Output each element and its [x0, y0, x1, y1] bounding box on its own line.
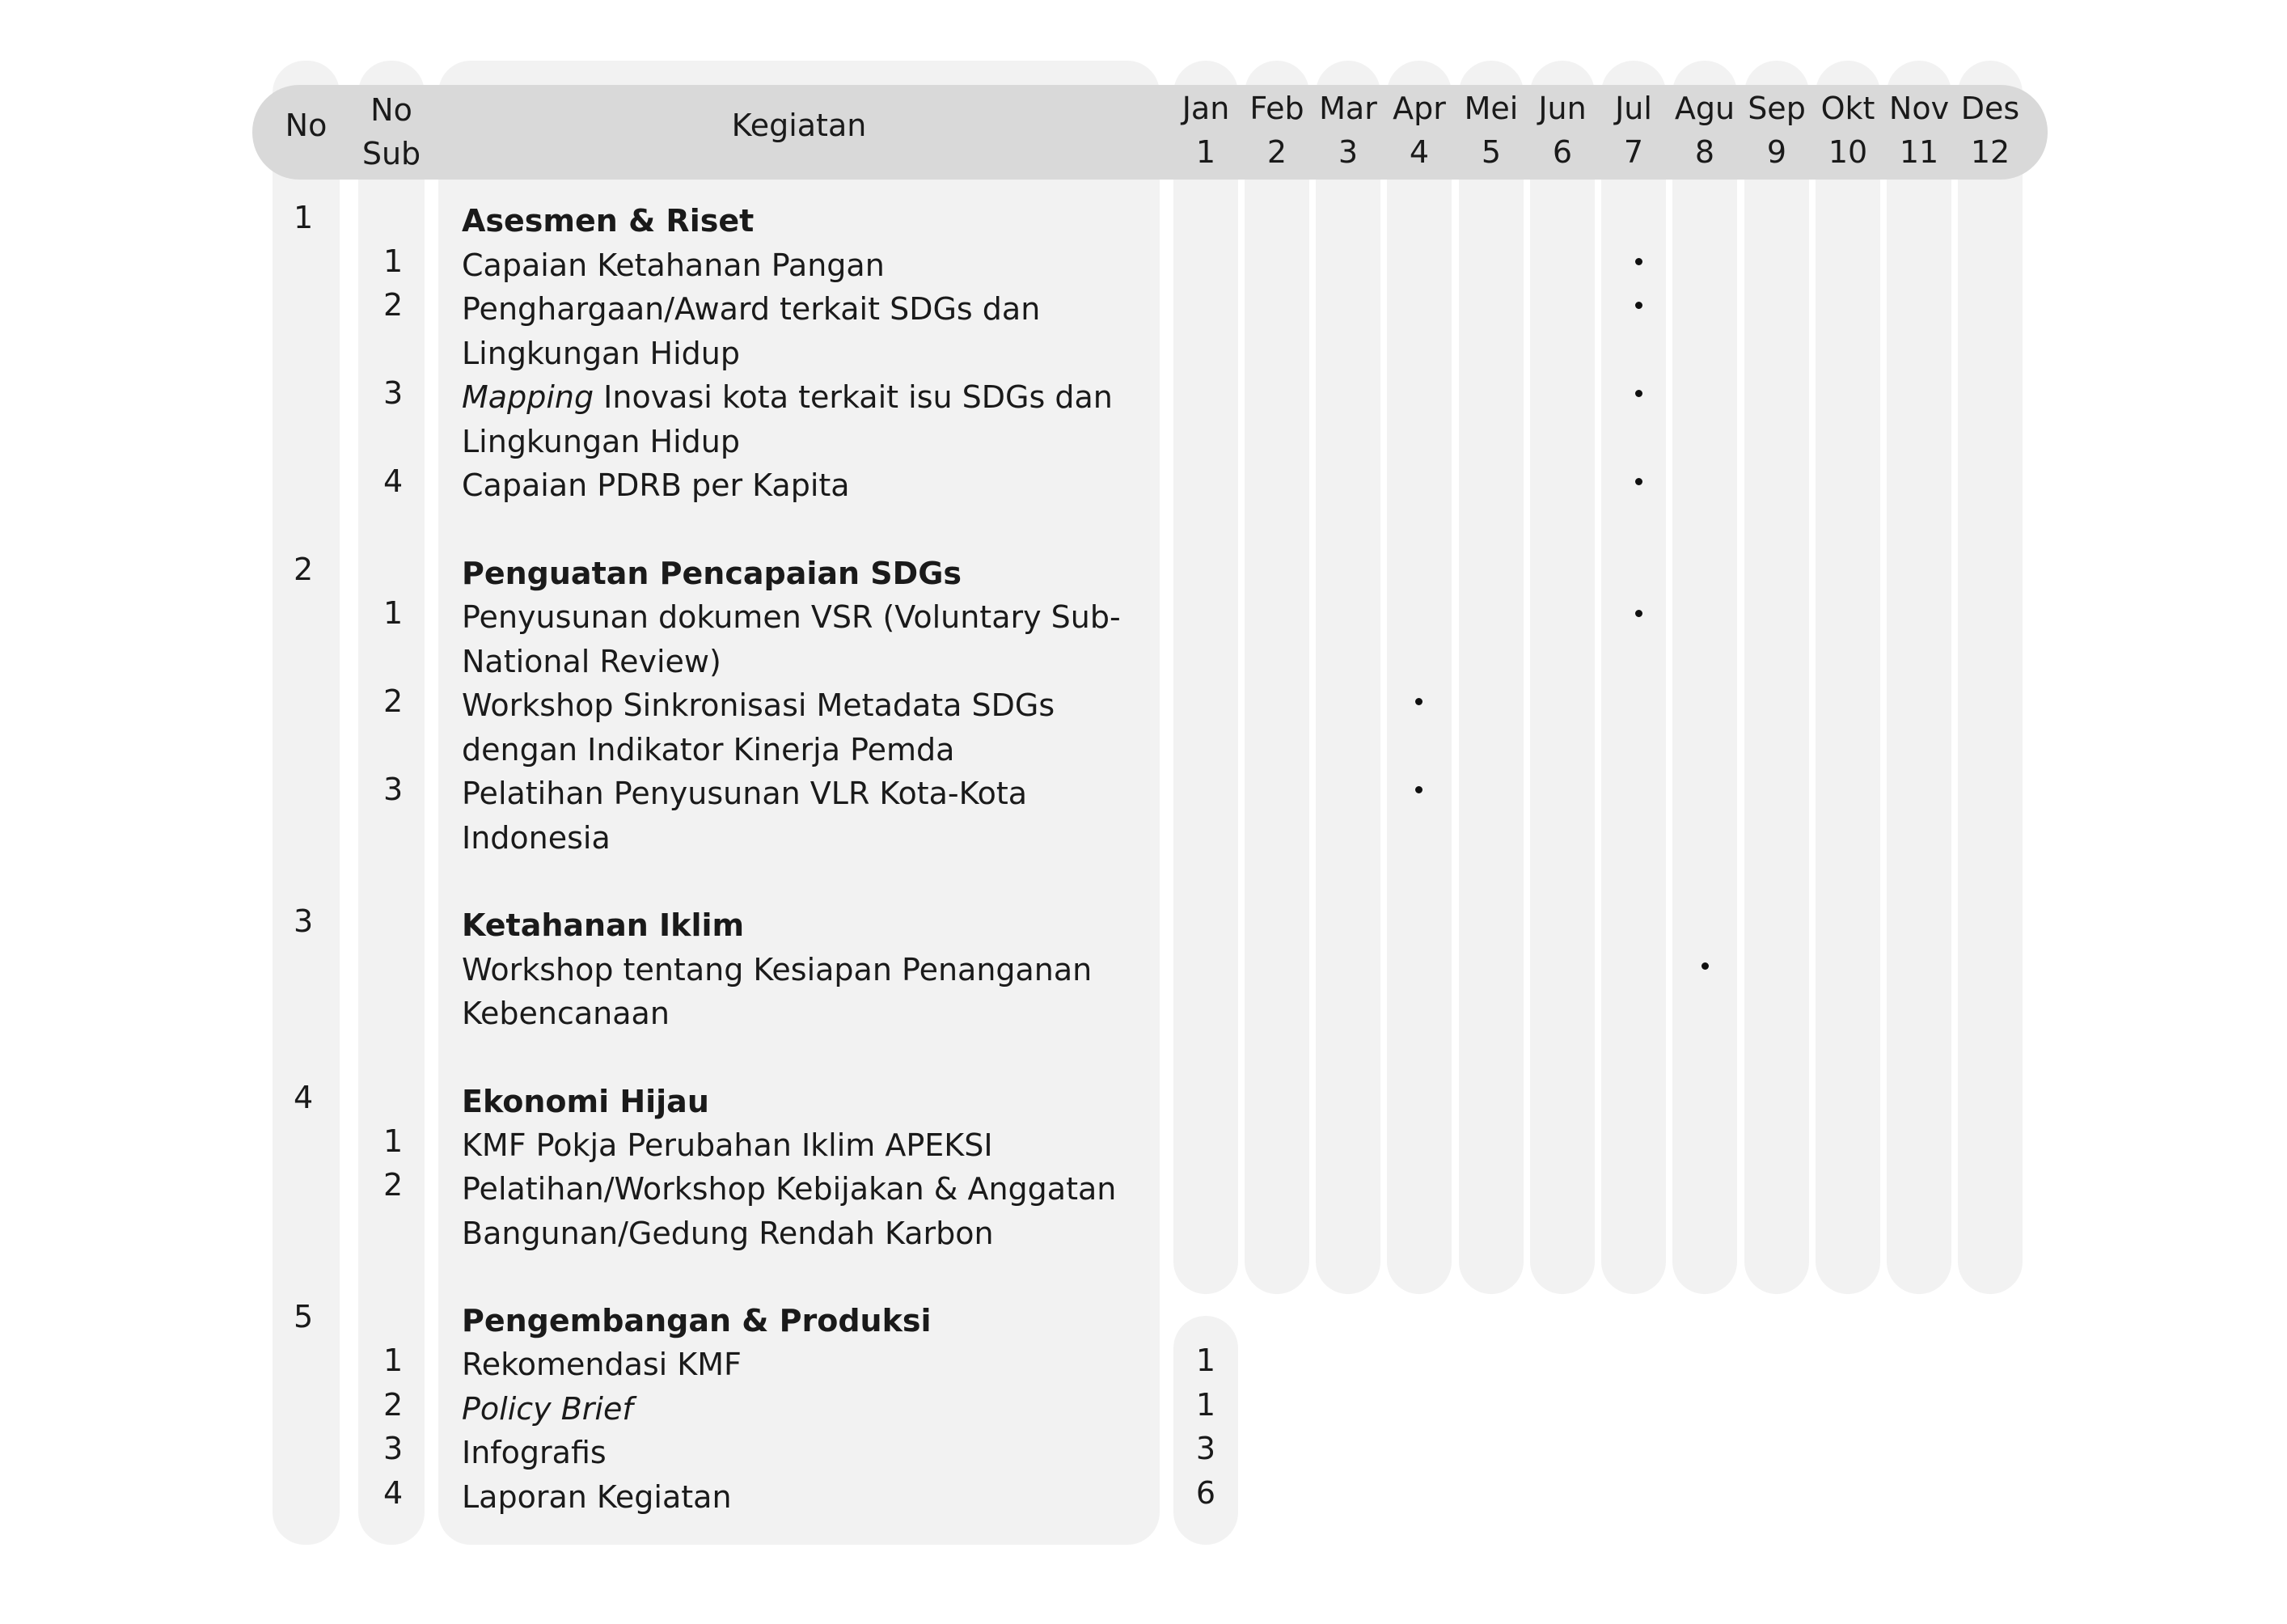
activity-text: Workshop tentang Kesiapan Penanganan [462, 952, 1093, 988]
activity-text: Lingkungan Hidup [462, 336, 740, 371]
month-name: Nov [1888, 91, 1950, 126]
activity-text: Workshop Sinkronisasi Metadata SDGs [462, 687, 1055, 723]
column-month-des [1958, 61, 2023, 1294]
group-number: 3 [294, 903, 314, 939]
column-month-apr [1387, 61, 1452, 1294]
month-number: 1 [1195, 134, 1216, 170]
month-number: 2 [1266, 134, 1287, 170]
month-number: 4 [1409, 134, 1430, 170]
group-number: 2 [294, 552, 314, 587]
header-no-sub-line2: Sub [361, 136, 421, 171]
month-name: Mei [1464, 91, 1519, 126]
month-name: Sep [1748, 91, 1806, 126]
group-number: 5 [294, 1299, 314, 1334]
month-number: 9 [1766, 134, 1787, 170]
sub-number: 3 [383, 375, 404, 411]
sub-number: 1 [383, 243, 404, 279]
month-name: Des [1960, 91, 2020, 126]
output-count: 6 [1195, 1475, 1216, 1511]
month-name: Mar [1319, 91, 1377, 126]
sub-number: 4 [383, 463, 404, 499]
activity-text [462, 375, 1113, 419]
activity-text: Penghargaan/Award terkait SDGs dan [462, 291, 1041, 327]
column-month-mei [1459, 61, 1524, 1294]
activity-text: Capaian Ketahanan Pangan [462, 247, 885, 283]
sub-number: 1 [383, 595, 404, 631]
activity-text: Indonesia [462, 820, 611, 856]
activity-text: National Review) [462, 644, 721, 679]
activity-text: Laporan Kegiatan [462, 1479, 732, 1515]
sub-number: 2 [383, 683, 404, 719]
month-name: Jul [1615, 91, 1652, 126]
month-number: 10 [1828, 134, 1868, 170]
output-count: 3 [1195, 1431, 1216, 1466]
month-name: Agu [1674, 91, 1735, 126]
group-title: Asesmen & Riset [462, 203, 755, 239]
sub-number: 3 [383, 1431, 404, 1466]
sub-number: 3 [383, 772, 404, 807]
column-month-agu [1672, 61, 1737, 1294]
group-title: Pengembangan & Produksi [462, 1303, 932, 1339]
column-month-okt [1816, 61, 1880, 1294]
schedule-marker [1415, 698, 1423, 705]
header-no: No [285, 108, 328, 143]
activity-text: Lingkungan Hidup [462, 424, 740, 459]
column-month-feb [1245, 61, 1309, 1294]
month-number: 12 [1970, 134, 2010, 170]
activity-text: Capaian PDRB per Kapita [462, 467, 850, 503]
sub-number: 2 [383, 1167, 404, 1203]
month-name: Apr [1393, 91, 1446, 126]
sub-number: 2 [383, 1387, 404, 1423]
activity-text: Policy Brief [462, 1391, 633, 1427]
schedule-marker [1635, 302, 1642, 309]
sub-number: 1 [383, 1123, 404, 1159]
month-number: 8 [1694, 134, 1715, 170]
group-title: Ketahanan Iklim [462, 907, 745, 943]
activity-text: Rekomendasi KMF [462, 1347, 742, 1382]
activity-text: dengan Indikator Kinerja Pemda [462, 732, 955, 768]
month-name: Okt [1820, 91, 1875, 126]
schedule-marker [1635, 258, 1642, 265]
column-month-nov [1887, 61, 1951, 1294]
month-number: 11 [1899, 134, 1939, 170]
month-name: Feb [1249, 91, 1304, 126]
column-month-sep [1744, 61, 1809, 1294]
group-title: Ekonomi Hijau [462, 1084, 709, 1119]
column-month-jul [1601, 61, 1666, 1294]
output-count: 1 [1195, 1387, 1216, 1423]
column-month-jun [1530, 61, 1595, 1294]
activity-text: Bangunan/Gedung Rendah Karbon [462, 1216, 994, 1251]
output-count: 1 [1195, 1343, 1216, 1378]
activity-italic-term: Mapping [462, 379, 594, 415]
month-name: Jan [1182, 91, 1230, 126]
activity-text: Kebencanaan [462, 996, 670, 1031]
column-month-jan [1173, 61, 1238, 1294]
month-number: 3 [1338, 134, 1359, 170]
activity-text: Penyusunan dokumen VSR (Voluntary Sub- [462, 599, 1121, 635]
activity-text: Infografis [462, 1435, 607, 1470]
header-no-sub-line1: No [370, 92, 412, 128]
month-number: 7 [1623, 134, 1644, 170]
sub-number: 1 [383, 1343, 404, 1378]
sub-number: 2 [383, 287, 404, 323]
activity-text: KMF Pokja Perubahan Iklim APEKSI [462, 1127, 993, 1163]
schedule-marker [1415, 786, 1423, 793]
schedule-marker [1635, 390, 1642, 397]
column-month-mar [1316, 61, 1380, 1294]
sub-number: 4 [383, 1475, 404, 1511]
group-number: 1 [294, 200, 314, 235]
schedule-marker [1702, 962, 1709, 970]
activity-text-rest: Inovasi kota terkait isu SDGs dan [594, 379, 1113, 415]
schedule-marker [1635, 610, 1642, 617]
group-number: 4 [294, 1080, 314, 1115]
month-number: 6 [1552, 134, 1573, 170]
month-name: Jun [1538, 91, 1587, 126]
group-title: Penguatan Pencapaian SDGs [462, 556, 962, 591]
activity-text: Pelatihan/Workshop Kebijakan & Anggatan [462, 1171, 1117, 1207]
schedule-marker [1635, 478, 1642, 485]
month-number: 5 [1481, 134, 1502, 170]
activity-text: Pelatihan Penyusunan VLR Kota-Kota [462, 776, 1028, 811]
header-kegiatan: Kegiatan [731, 108, 867, 143]
